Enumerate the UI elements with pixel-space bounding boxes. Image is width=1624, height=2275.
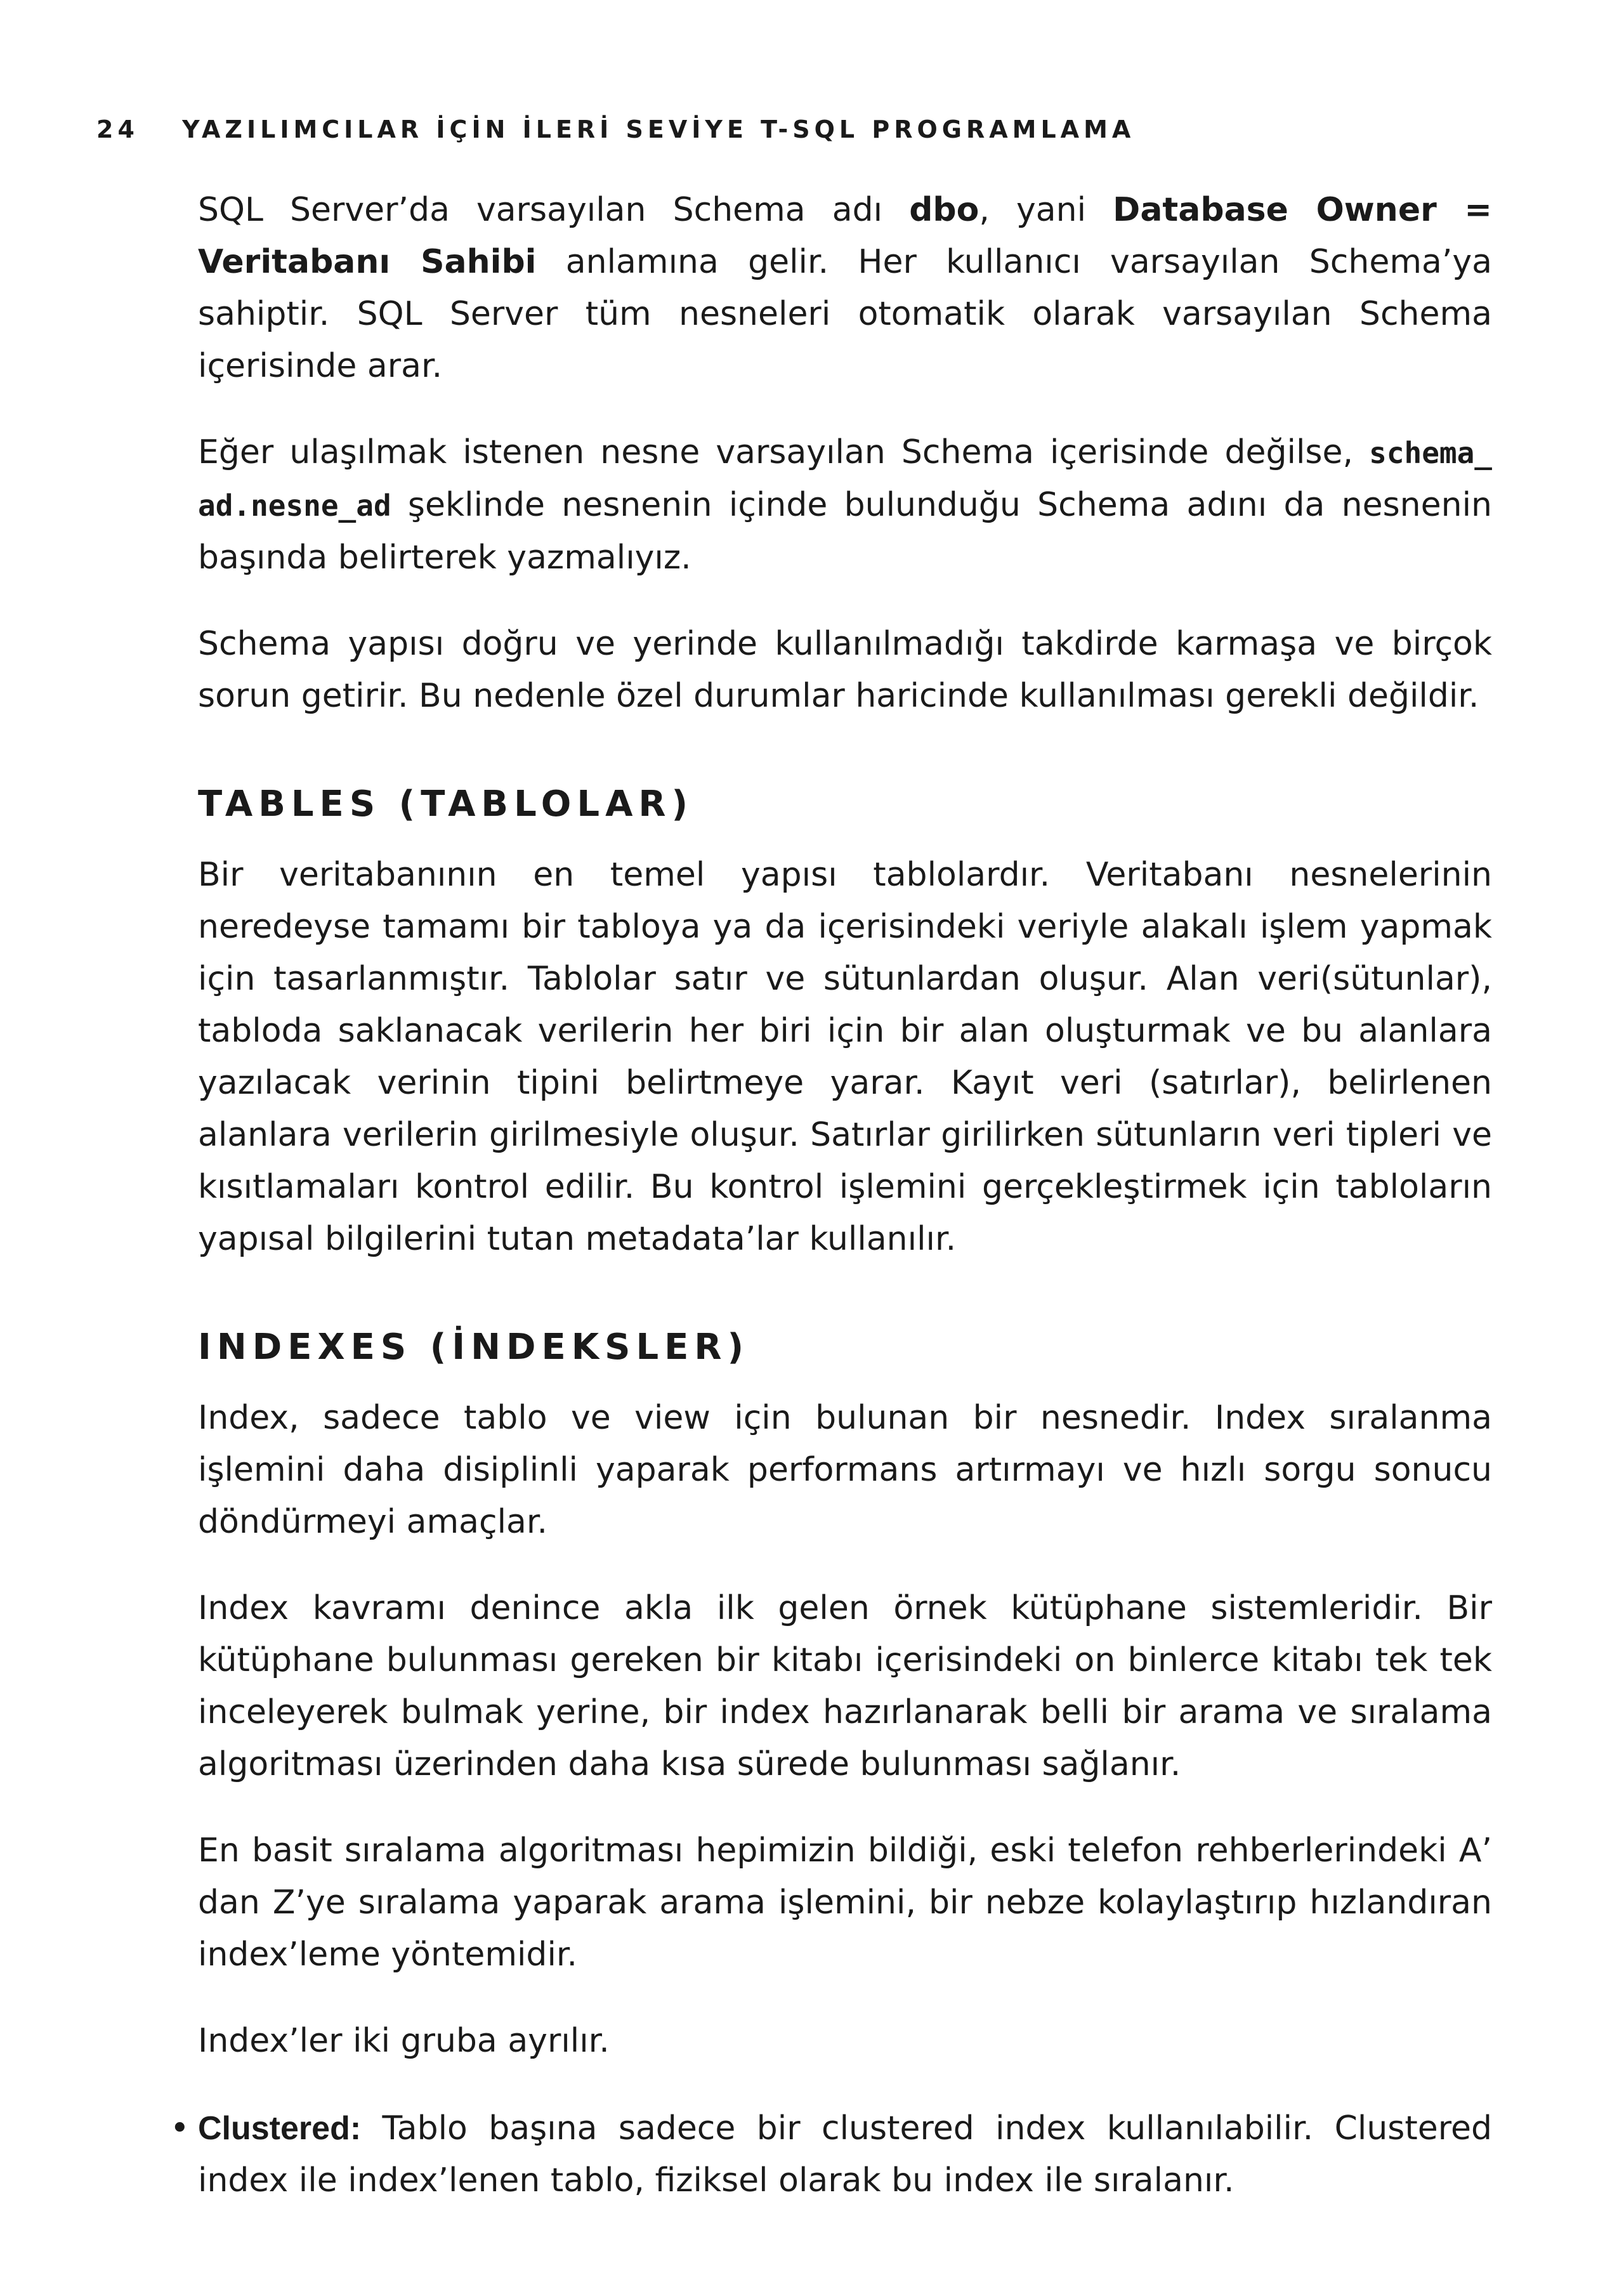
code-schema-object: schema_ ad.nesne_ad bbox=[198, 436, 1492, 523]
section-heading-tables: TABLES (TABLOLAR) bbox=[198, 783, 694, 825]
paragraph-index-definition: Index, sadece tablo ve view için bulunan bir nesnedir. Index sıralanma işlemini daha disiplinli yaparak performans artırmayı ve hızlı sorgu sonucu döndürmeyi amaçlar. bbox=[198, 1399, 1492, 1541]
paragraph-index-library-example: Index kavramı denince akla ilk gelen örnek kütüphane sistemleridir. Bir kütüphane bulunması gereken bir kitabı içerisindeki on binlerce kitabı tek tek inceleyerek bulmak yerine, bir index hazırlanarak belli bir arama ve sıralama algoritması üzerinden daha kısa sürede bulunması sağlanır. bbox=[198, 1589, 1492, 1783]
paragraph-text: , yani bbox=[979, 191, 1113, 229]
paragraph-tables: Bir veritabanının en temel yapısı tablolardır. Veritabanı nesnelerinin neredeyse tamamı bir tabloya ya da içerisindeki veriyle alakalı işlem yapmak için tasarlanmıştır. Tablolar satır ve sütunlardan oluşur. Alan veri(sütunlar), tabloda saklanacak verilerin her biri için bir alan oluşturmak ve bu alanlara yazılacak verinin tipini belirtmeye yarar. Kayıt veri (satırlar), belirlenen alanlara verilerin girilmesiyle oluşur. Satırlar girilirken sütunların veri tipleri ve kısıtlamaları kontrol edilir. Bu kontrol işlemini gerçekleştirmek için tabloların yapısal bilgilerini tutan metadata’lar kullanılır. bbox=[198, 856, 1492, 1258]
bold-term-dbo: dbo bbox=[909, 191, 979, 229]
list-item-clustered bbox=[170, 2102, 1492, 2206]
paragraph-schema-warning: Schema yapısı doğru ve yerinde kullanılmadığı takdirde karmaşa ve birçok sorun getirir. Bu nedenle özel durumlar haricinde kullanılması gerekli değildir. bbox=[198, 625, 1492, 715]
bullet-icon: • bbox=[170, 2109, 190, 2147]
paragraph-text: anlamına gelir. Her kullanıcı varsayılan Schema’ya sahiptir. SQL Server tüm nesneleri otomatik olarak varsayılan Schema içerisinde arar. bbox=[198, 243, 1493, 385]
page-number: 24 bbox=[96, 115, 139, 143]
bullet-text: Tablo başına sadece bir clustered index kullanılabilir. Clustered index ile index’lenen tablo, fiziksel olarak bu index ile sıralanır. bbox=[198, 2109, 1492, 2200]
paragraph-text: şeklinde nesnenin içinde bulunduğu Schema adını da nesnenin başında belirterek yazmalıyız. bbox=[198, 486, 1492, 577]
paragraph-index-phonebook-example: En basit sıralama algoritması hepimizin bildiği, eski telefon rehberlerindeki A’ dan Z’ye sıralama yaparak arama işlemini, bir nebze kolaylaştırıp hızlandıran index’leme yöntemidir. bbox=[198, 1832, 1492, 1974]
paragraph-index-groups: Index’ler iki gruba ayrılır. bbox=[198, 2022, 610, 2060]
paragraph-schema-qualified-name bbox=[198, 426, 1492, 584]
section-heading-indexes: INDEXES (İNDEKSLER) bbox=[198, 1327, 750, 1368]
running-header bbox=[96, 115, 1135, 143]
paragraph-text: Eğer ulaşılmak istenen nesne varsayılan Schema içerisinde değilse, bbox=[198, 433, 1370, 471]
paragraph-text: SQL Server’da varsayılan Schema adı bbox=[198, 191, 910, 229]
bold-term-database-owner: Database Owner = Veritabanı Sahibi bbox=[198, 191, 1492, 281]
paragraph-schema-default bbox=[198, 184, 1492, 392]
book-title: YAZILIMCILAR İÇİN İLERİ SEVİYE T-SQL PROGRAMLAMA bbox=[182, 115, 1136, 143]
bullet-term: Clustered: bbox=[198, 2110, 362, 2147]
page-body bbox=[170, 184, 1493, 2206]
